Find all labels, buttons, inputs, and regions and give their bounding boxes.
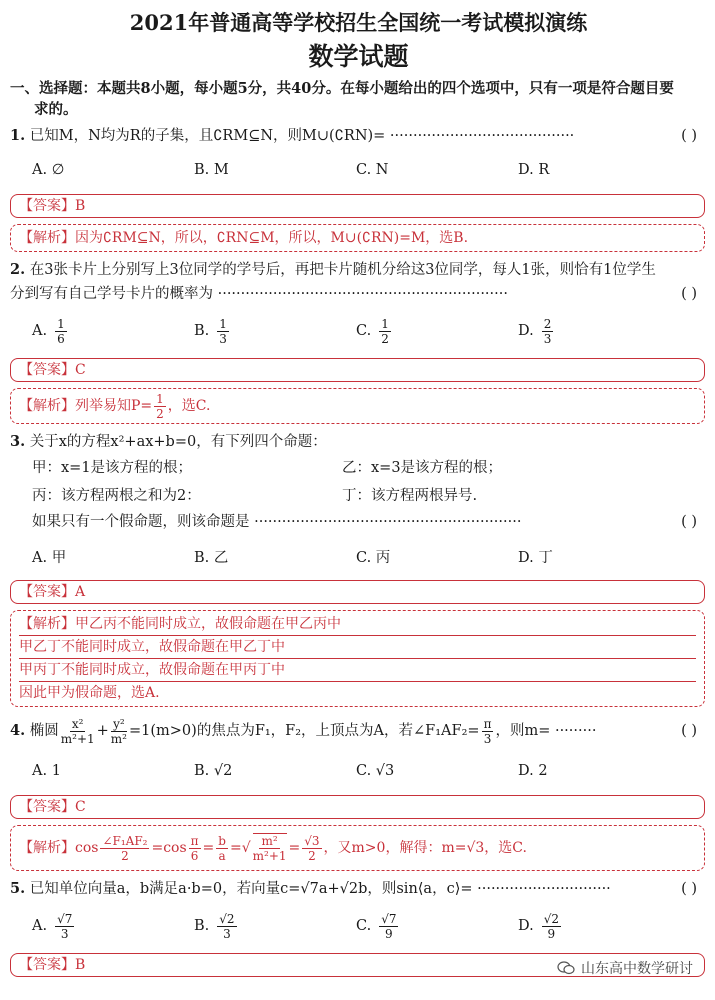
fraction-pi-3 <box>482 717 494 746</box>
option-fraction <box>55 912 74 941</box>
question-number: 1. <box>10 127 26 144</box>
numerator: m² <box>261 834 278 848</box>
answer-box-q4: 【答案】C <box>10 795 705 819</box>
option-fraction <box>542 317 554 346</box>
answer-box-q1: 【答案】B <box>10 194 705 218</box>
proposition-yi: 乙：x=3是该方程的根； <box>342 460 503 476</box>
eq-4: = <box>288 840 301 856</box>
option-d: D. R <box>518 162 550 178</box>
exam-subtitle: 数学试题 <box>308 42 409 71</box>
numerator: b <box>218 833 226 848</box>
answer-box-q3: 【答案】A <box>10 580 705 604</box>
option-d: D. 丁 <box>518 549 553 566</box>
question-number: 3. <box>10 433 26 450</box>
question-1 <box>10 124 707 148</box>
options-q2 <box>10 310 707 352</box>
option-b: B. 乙 <box>194 549 229 566</box>
fraction-sqrt <box>253 833 287 863</box>
question-text-pre: 椭圆 <box>29 723 59 739</box>
option-label: C. <box>356 918 372 934</box>
fraction-angle <box>100 834 149 863</box>
numerator: √3 <box>304 833 320 848</box>
watermark-text: 山东高中数学研讨 <box>581 961 693 977</box>
exam-title: 2021年普通高等学校招生全国统一考试模拟演练 <box>129 10 588 35</box>
explanation-box-q4 <box>10 825 705 871</box>
option-fraction <box>217 317 229 346</box>
option-fraction <box>379 912 398 941</box>
options-q1 <box>10 156 707 184</box>
numerator: y² <box>113 716 125 731</box>
question-text: 已知M，N均为R的子集，且∁RM⊆N，则M∪(∁RN)= ········································ <box>29 128 575 144</box>
numerator: 1 <box>381 316 389 331</box>
option-b <box>172 912 334 941</box>
option-d <box>496 317 658 346</box>
numerator: x² <box>71 716 84 731</box>
question-text-post: ，则m= ········· <box>495 723 597 739</box>
section-line2: 求的。 <box>34 101 78 118</box>
question-ask: 如果只有一个假命题，则该命题是 ·························································· <box>32 514 522 530</box>
question-text-line1: 在3张卡片上分别写上3位同学的学号后，再把卡片随机分给这3位同学，每人1张，则恰有1位学生 <box>29 262 656 278</box>
option-label: A. <box>32 918 48 934</box>
explanation-line-3: 甲丙丁不能同时成立，故假命题在甲丙丁中 <box>19 659 696 682</box>
explanation-post: ，又m>0，解得：m=√3，选C. <box>323 840 527 856</box>
propositions <box>10 454 707 510</box>
wechat-icon <box>557 961 575 975</box>
section-line1: 一、选择题：本题共8小题，每小题5分，共40分。在每小题给出的四个选项中，只有一项是符合题目要 <box>10 80 674 97</box>
fraction-y <box>111 717 127 746</box>
denominator: m² <box>110 731 127 746</box>
question-number: 4. <box>10 722 26 739</box>
option-d <box>496 912 658 941</box>
answer-paren: ( ) <box>681 881 697 897</box>
question-5 <box>10 877 707 901</box>
question-number: 5. <box>10 880 26 897</box>
question-3-ask <box>10 510 707 534</box>
answer-paren: ( ) <box>681 128 697 144</box>
explanation-line-2: 甲乙丁不能同时成立，故假命题在甲乙丁中 <box>19 636 696 659</box>
option-label: B. <box>194 323 210 339</box>
option-c: C. N <box>356 162 389 178</box>
fraction-result <box>302 834 321 863</box>
denominator: 2 <box>156 406 164 421</box>
option-fraction <box>542 912 561 941</box>
option-a <box>10 317 172 346</box>
denominator: 9 <box>547 926 556 941</box>
option-b: B. M <box>194 162 229 178</box>
denominator: 2 <box>308 848 316 863</box>
answer-box-q5: 【答案】B <box>10 953 705 977</box>
denominator: 6 <box>190 848 199 863</box>
option-label: B. <box>194 918 210 934</box>
watermark <box>557 958 693 978</box>
denominator: m²+1 <box>60 731 95 746</box>
denominator: 3 <box>483 731 492 746</box>
option-c: C. √3 <box>356 763 395 779</box>
numerator: 1 <box>156 391 164 406</box>
question-2 <box>10 258 707 306</box>
numerator: π <box>190 833 199 848</box>
proposition-ding: 丁：该方程两根异号. <box>342 488 478 504</box>
denominator: 3 <box>223 926 231 941</box>
numerator: √2 <box>219 911 235 926</box>
question-text-line2: 分到写有自己学号卡片的概率为 ······························································· <box>10 286 508 302</box>
answer-paren: ( ) <box>681 514 697 530</box>
explanation-box-q3 <box>10 610 705 707</box>
numerator: √7 <box>381 911 397 926</box>
answer-box-q2: 【答案】C <box>10 358 705 382</box>
option-a <box>10 912 172 941</box>
denominator: 9 <box>385 926 393 941</box>
eq-3: =√ <box>229 840 251 856</box>
explanation-post: ，选C. <box>167 398 211 414</box>
explanation-box-q1: 【解析】因为∁RM⊆N，所以，∁RN⊆M，所以，M∪(∁RN)=M，选B. <box>10 224 705 252</box>
denominator: 3 <box>60 926 69 941</box>
option-d: D. 2 <box>518 763 548 779</box>
option-fraction <box>379 317 391 346</box>
question-text: 已知单位向量a，b满足a·b=0，若向量c=√7a+√2b，则sin⟨a，c⟩= ····························· <box>29 881 611 897</box>
option-a: A. ∅ <box>32 162 65 178</box>
numerator: π <box>483 716 492 731</box>
denominator: 3 <box>219 331 227 346</box>
option-label: D. <box>518 918 534 934</box>
numerator: 2 <box>543 316 552 331</box>
denominator: m²+1 <box>252 849 287 863</box>
numerator: √7 <box>57 911 73 926</box>
options-q4 <box>10 757 707 785</box>
section-heading <box>10 78 707 120</box>
denominator: a <box>218 848 226 863</box>
question-text: 关于x的方程x²+ax+b=0，有下列四个命题： <box>29 434 327 450</box>
options-q3 <box>10 542 707 570</box>
answer-paren: ( ) <box>681 723 697 739</box>
fraction-x <box>61 717 95 746</box>
option-b: B. √2 <box>194 763 233 779</box>
eq-1: =cos <box>151 840 187 856</box>
explanation-fraction <box>154 392 166 421</box>
proposition-jia: 甲：x=1是该方程的根； <box>32 460 193 476</box>
option-c <box>334 317 496 346</box>
question-number: 2. <box>10 261 26 278</box>
option-c: C. 丙 <box>356 549 391 566</box>
option-label: D. <box>518 323 534 339</box>
explanation-line-1: 【解析】甲乙丙不能同时成立，故假命题在甲乙丙中 <box>19 613 696 636</box>
numerator: 1 <box>219 316 227 331</box>
denominator: 2 <box>381 331 389 346</box>
numerator: 1 <box>57 316 65 331</box>
explanation-pre: 【解析】列举易知P= <box>19 398 153 414</box>
option-label: C. <box>356 323 372 339</box>
option-fraction <box>55 317 67 346</box>
fraction-b-a <box>216 834 228 863</box>
explanation-box-q2 <box>10 388 705 424</box>
option-c <box>334 912 496 941</box>
proposition-bing: 丙：该方程两根之和为2： <box>32 488 201 504</box>
denominator: 2 <box>121 848 129 863</box>
denominator: 6 <box>57 331 65 346</box>
eq-2: = <box>202 840 215 856</box>
numerator: √2 <box>543 911 559 926</box>
explanation-pre: 【解析】cos <box>19 840 99 856</box>
fraction-pi-6 <box>189 834 201 863</box>
option-label: A. <box>32 323 48 339</box>
option-a: A. 甲 <box>32 549 67 566</box>
answer-paren: ( ) <box>681 286 697 302</box>
denominator: 3 <box>543 331 552 346</box>
option-fraction <box>217 912 236 941</box>
option-a: A. 1 <box>32 763 61 779</box>
question-4: 4. 椭圆 $\frac{\text{x²}}{\text{m²+1}}$ + $\frac{\text{y²}}{\text{m²}}$ =1(m>0)的焦点为F₁，F₂，上顶点为A，若∠F₁AF₂= $\frac{\pi}{3}$ ，则m= ········· ( ) <box>10 713 707 749</box>
option-b <box>172 317 334 346</box>
numerator: ∠F₁AF₂ <box>102 833 148 848</box>
question-text-mid: =1(m>0)的焦点为F₁，F₂，上顶点为A，若∠F₁AF₂= <box>129 723 480 739</box>
question-3 <box>10 430 707 454</box>
options-q5 <box>10 905 707 947</box>
explanation-line-4: 因此甲为假命题，选A. <box>19 685 160 701</box>
